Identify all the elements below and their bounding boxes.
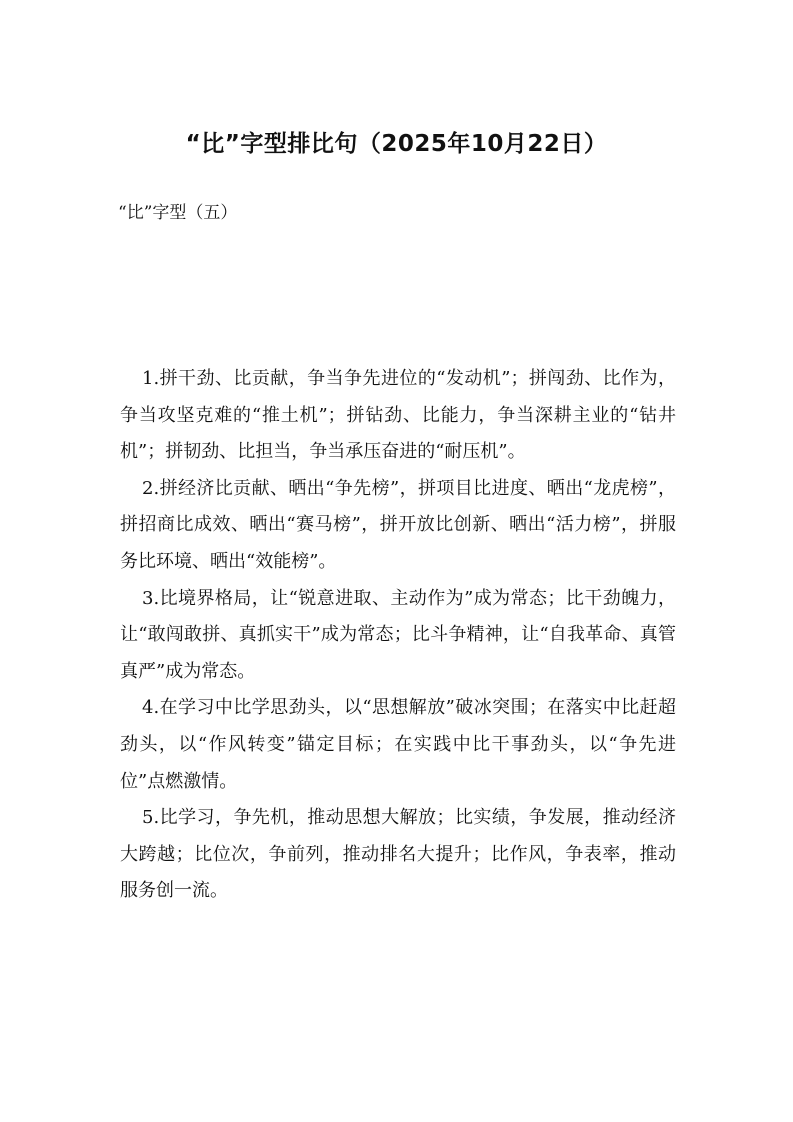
paragraph-4: 4.在学习中比学思劲头，以“思想解放”破冰突围；在落实中比赶超劲头，以“作风转变”锚定目标；在实践中比干事劲头，以“争先进位”点燃激情。	[120, 697, 676, 792]
paragraph-5: 5.比学习，争先机，推动思想大解放；比实绩，争发展，推动经济大跨越；比位次，争前列，推动排名大提升；比作风，争表率，推动服务创一流。	[120, 807, 676, 902]
paragraph-3: 3.比境界格局，让“锐意进取、主动作为”成为常态；比干劲魄力，让“敢闯敢拼、真抓实干”成为常态；比斗争精神，让“自我革命、真管真严”成为常态。	[120, 587, 676, 682]
document-subtitle: “比”字型（五）	[118, 203, 238, 223]
paragraph-2: 2.拼经济比贡献、晒出“争先榜”，拼项目比进度、晒出“龙虎榜”，拼招商比成效、晒出“赛马榜”，拼开放比创新、晒出“活力榜”，拼服务比环境、晒出“效能榜”。	[120, 477, 676, 572]
paragraph-1: 1.拼干劲、比贡献，争当争先进位的“发动机”；拼闯劲、比作为，争当攻坚克难的“推土机”；拼钻劲、比能力，争当深耕主业的“钻井机”；拼韧劲、比担当，争当承压奋进的“耐压机”。	[120, 368, 676, 463]
document-title: “比”字型排比句（2025年10月22日）	[185, 131, 608, 157]
document-body	[120, 361, 676, 910]
